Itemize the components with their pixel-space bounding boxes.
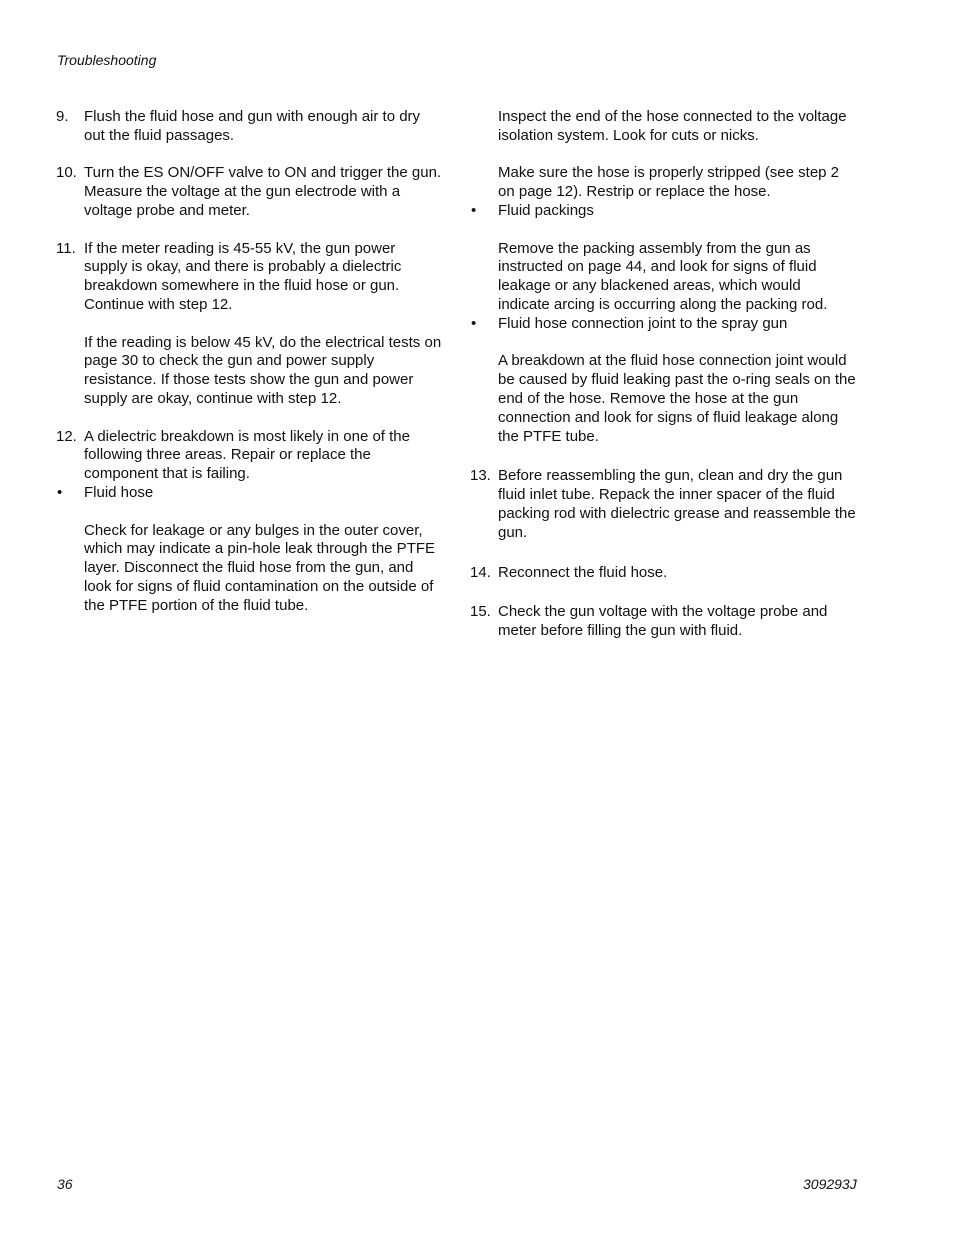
step-number: 9. [56,108,69,125]
bullet-fluid-packings [470,202,856,315]
bullet-title: Fluid hose connection joint to the spray gun [498,314,788,332]
step-text: If the meter reading is 45-55 kV, the gun power supply is okay, and there is probably a dielectric breakdown somewhere in the fluid hose or gun. Continue with step 12. [84,239,402,313]
step-number: 12. [56,427,77,445]
bullet-title: Fluid hose [84,483,154,501]
bullet-icon: • [57,483,63,501]
bullet-text: A breakdown at the fluid hose connection joint would be caused by fluid leaking past the o-ring seals on the end of the hose. Remove the hose at the gun connection and look for signs of fluid leakage along the PTFE tube. [498,352,856,445]
step-15 [470,603,856,641]
bullet-icon: • [471,201,477,219]
document-id: 309293J [803,1176,857,1192]
step-number: 13. [470,467,491,485]
page-number: 36 [57,1176,73,1192]
continued-text: Make sure the hose is properly stripped (see step 2 on page 12). Restrip or replace the hose. [498,164,840,201]
step-number: 15. [470,603,491,621]
step-text: Check the gun voltage with the voltage probe and meter before filling the gun with fluid. [498,603,828,640]
bullet-fluid-hose [56,484,442,616]
bullet-icon: • [471,314,477,332]
bullet-title: Fluid packings [498,201,594,219]
bullet-text: Check for leakage or any bulges in the outer cover, which may indicate a pin-hole leak through the PTFE layer. Disconnect the fluid hose from the gun, and look for signs of fluid contamination on the outside of the PTFE portion of the fluid tube. [84,521,436,614]
bullet-text: Remove the packing assembly from the gun as instructed on page 44, and look for signs of fluid leakage or any blackened areas, which would indicate arcing is occurring along the packing rod. [498,239,828,313]
step-text: Before reassembling the gun, clean and dry the gun fluid inlet tube. Repack the inner spacer of the fluid packing rod with dielectric grease and reassemble the gun. [498,467,856,541]
step-14 [470,564,856,583]
step-number: 10. [56,164,77,182]
left-column [56,108,442,616]
step-text: A dielectric breakdown is most likely in one of the following three areas. Repair or replace the component that is failing. [84,427,410,483]
step-12 [56,428,442,484]
step-9 [56,108,442,146]
bullet-connection-joint [470,315,856,447]
step-number: 14. [470,563,491,581]
step-13 [470,467,856,542]
step-text: Flush the fluid hose and gun with enough air to dry out the fluid passages. [84,108,421,144]
bullet-fluid-hose-continued [470,108,856,202]
continued-text: Inspect the end of the hose connected to the voltage isolation system. Look for cuts or nicks. [498,108,847,144]
step-text: Reconnect the fluid hose. [498,563,668,581]
running-head: Troubleshooting [57,52,157,68]
step-text-continued: If the reading is below 45 kV, do the electrical tests on page 30 to check the gun and power supply resistance. If those tests show the gun and power supply are okay, continue with step 12. [84,333,442,407]
step-10 [56,164,442,220]
step-text: Turn the ES ON/OFF valve to ON and trigger the gun. Measure the voltage at the gun electrode with a voltage probe and meter. [84,164,442,219]
right-column [470,108,856,641]
step-number: 11. [56,239,76,257]
step-11 [56,240,442,409]
